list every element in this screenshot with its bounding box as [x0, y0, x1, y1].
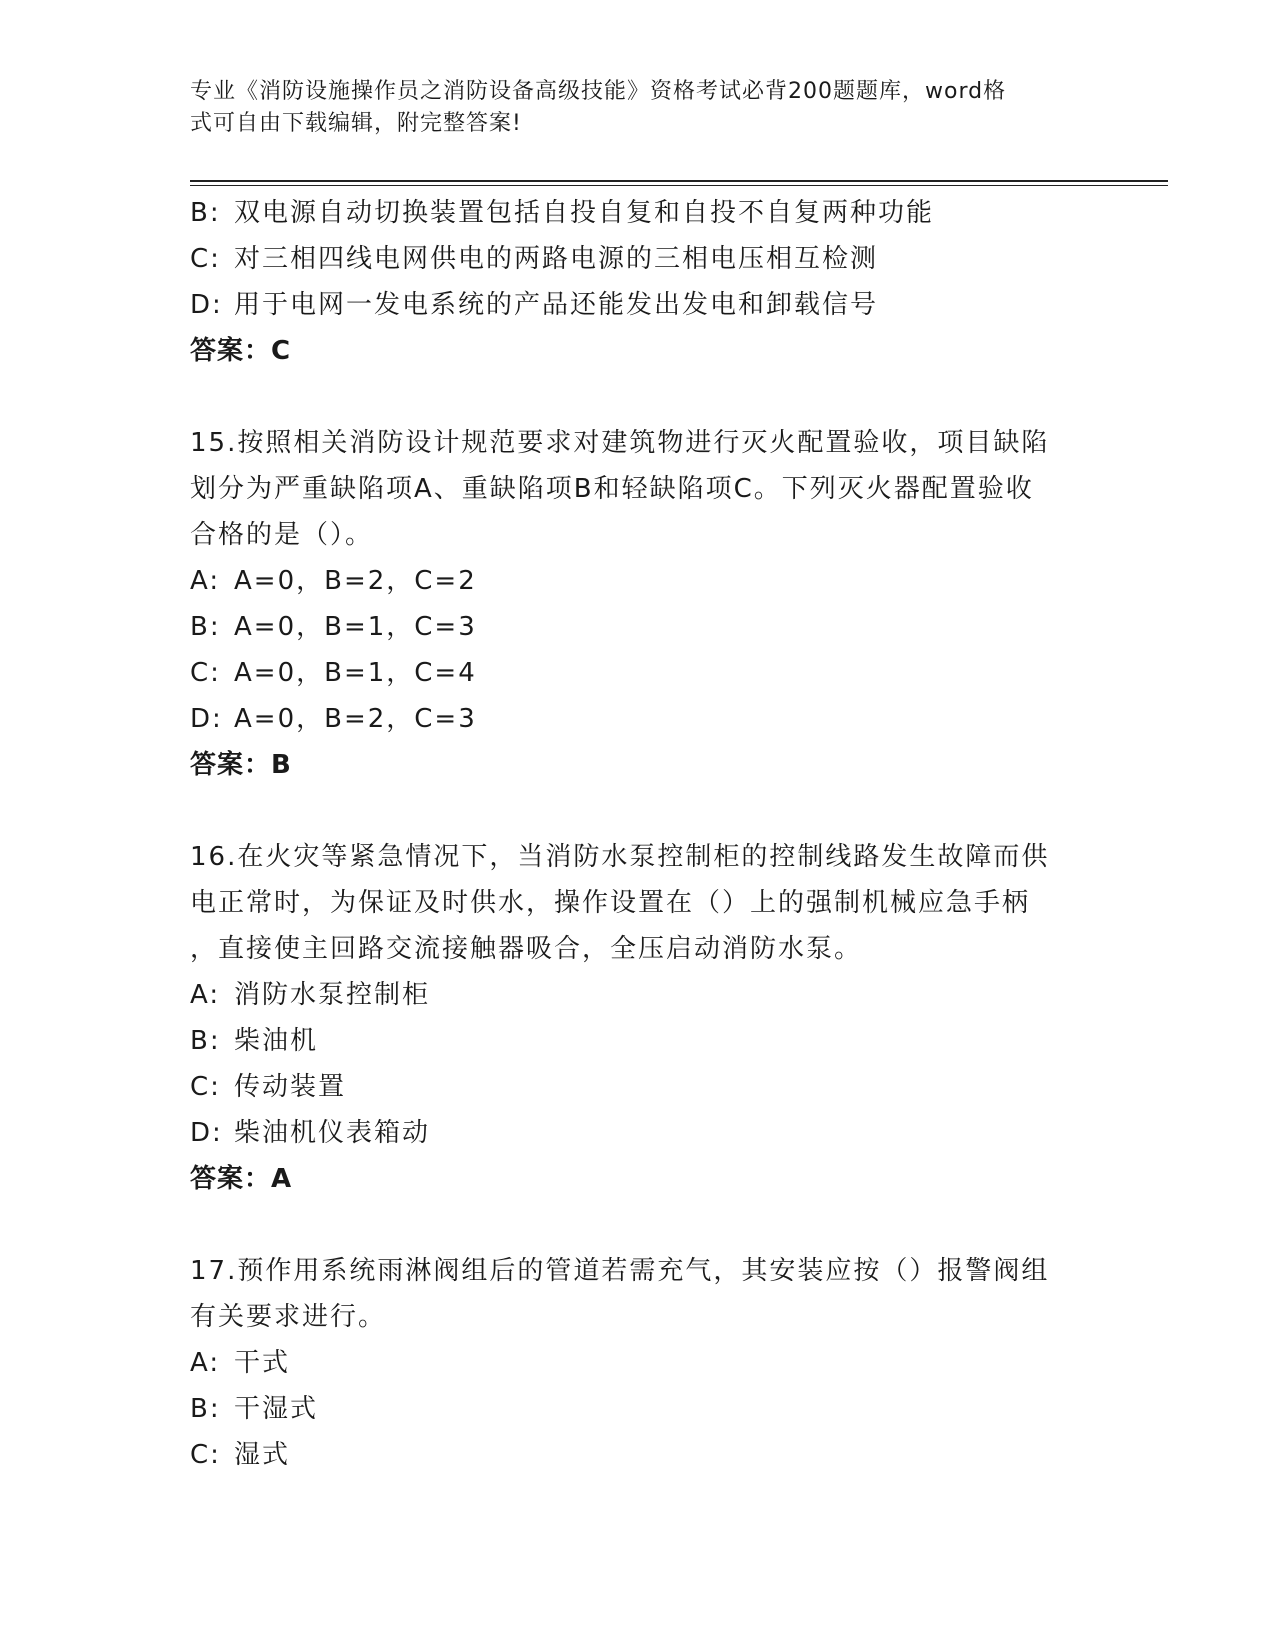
option-label: A: [190, 1348, 221, 1378]
option-label: B: [190, 198, 221, 228]
option-b [190, 190, 1090, 236]
question-text-line: 电正常时，为保证及时供水，操作设置在（）上的强制机械应急手柄 [190, 888, 1031, 918]
option-text: 对三相四线电网供电的两路电源的三相电压相互检测 [234, 244, 879, 274]
option-a [190, 558, 1090, 604]
option-label: B: [190, 612, 221, 642]
continued-question [190, 190, 1090, 374]
option-text: 柴油机仪表箱动 [234, 1118, 431, 1148]
option-text: 柴油机 [234, 1026, 319, 1056]
option-text: A=0，B=1，C=3 [234, 612, 477, 642]
question-17 [190, 1248, 1090, 1478]
option-d [190, 696, 1090, 742]
option-label: C: [190, 244, 221, 274]
question-text-line: 16.在火灾等紧急情况下，当消防水泵控制柜的控制线路发生故障而供 [190, 842, 1050, 872]
question-text-line: 17.预作用系统雨淋阀组后的管道若需充气，其安装应按（）报警阀组 [190, 1256, 1050, 1286]
option-b [190, 604, 1090, 650]
header-divider-thick [190, 180, 1168, 182]
option-label: B: [190, 1394, 221, 1424]
option-a [190, 972, 1090, 1018]
option-label: D: [190, 1118, 223, 1148]
header-divider-thin [190, 185, 1168, 186]
answer-line: 答案：A [190, 1164, 293, 1194]
question-text-line: 有关要求进行。 [190, 1302, 387, 1332]
spacer [190, 374, 1090, 420]
option-label: B: [190, 1026, 221, 1056]
option-a [190, 1340, 1090, 1386]
option-c [190, 1064, 1090, 1110]
option-c [190, 650, 1090, 696]
spacer [190, 788, 1090, 834]
spacer [190, 1202, 1090, 1248]
answer-line: 答案：B [190, 750, 292, 780]
question-text-line: 划分为严重缺陷项A、重缺陷项B和轻缺陷项C。下列灭火器配置验收 [190, 474, 1034, 504]
option-text: 湿式 [234, 1440, 291, 1470]
option-label: C: [190, 658, 221, 688]
option-text: 双电源自动切换装置包括自投自复和自投不自复两种功能 [234, 198, 935, 228]
option-text: A=0，B=2，C=2 [234, 566, 477, 596]
question-text-line: 15.按照相关消防设计规范要求对建筑物进行灭火配置验收，项目缺陷 [190, 428, 1050, 458]
question-16 [190, 834, 1090, 1202]
option-label: C: [190, 1072, 221, 1102]
option-label: D: [190, 704, 223, 734]
header-line-2: 式可自由下载编辑，附完整答案! [190, 111, 522, 136]
option-d [190, 1110, 1090, 1156]
option-text: A=0，B=2，C=3 [234, 704, 477, 734]
option-label: A: [190, 566, 221, 596]
option-label: C: [190, 1440, 221, 1470]
option-text: 干湿式 [234, 1394, 319, 1424]
option-text: 用于电网一发电系统的产品还能发出发电和卸载信号 [234, 290, 879, 320]
option-text: A=0，B=1，C=4 [234, 658, 477, 688]
option-label: D: [190, 290, 223, 320]
option-text: 传动装置 [234, 1072, 347, 1102]
option-text: 干式 [234, 1348, 291, 1378]
option-c [190, 1432, 1090, 1478]
option-b [190, 1018, 1090, 1064]
option-d [190, 282, 1090, 328]
question-15 [190, 420, 1090, 788]
option-text: 消防水泵控制柜 [234, 980, 431, 1010]
option-c [190, 236, 1090, 282]
option-label: A: [190, 980, 221, 1010]
header-line-1: 专业《消防设施操作员之消防设备高级技能》资格考试必背200题题库，word格 [190, 79, 1007, 104]
question-text-line: 合格的是（）。 [190, 520, 374, 550]
question-text-line: ，直接使主回路交流接触器吸合，全压启动消防水泵。 [190, 934, 863, 964]
document-body [190, 190, 1090, 1478]
answer-line: 答案：C [190, 336, 292, 366]
option-b [190, 1386, 1090, 1432]
document-header [190, 76, 1090, 140]
